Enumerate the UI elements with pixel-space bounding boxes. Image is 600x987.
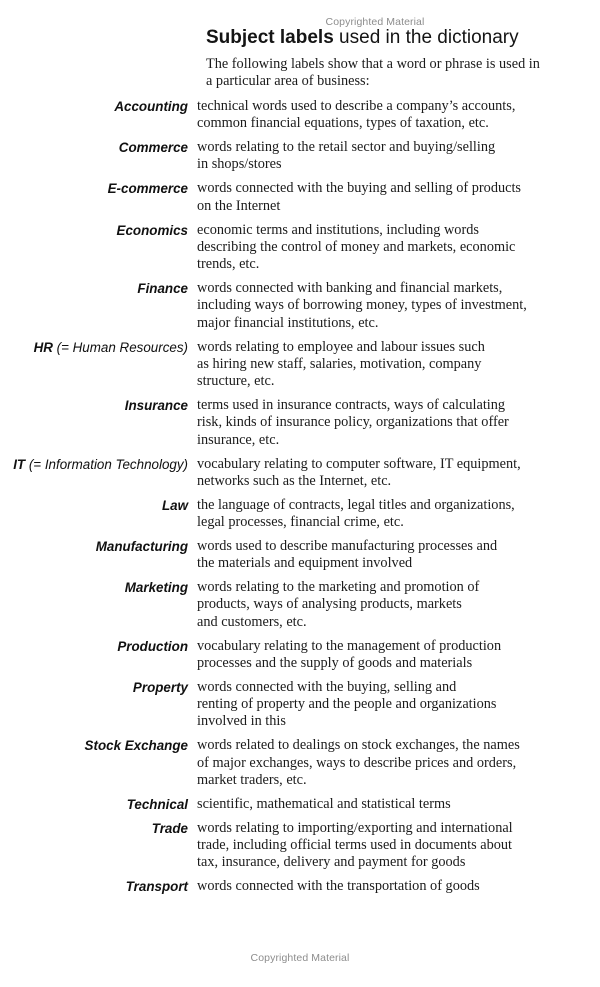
subject-label-description-line: legal processes, financial crime, etc.	[197, 513, 404, 530]
subject-label-term	[0, 638, 197, 655]
subject-label-description	[197, 538, 600, 573]
subject-label-description-line: in shops/stores	[197, 156, 282, 173]
subject-label-entry	[0, 139, 600, 174]
subject-label-description-line: terms used in insurance contracts, ways of calculating	[197, 397, 506, 414]
subject-label-description-line: words connected with the buying and selling of products	[197, 180, 521, 197]
subject-label-entry	[0, 737, 600, 789]
intro-paragraph	[206, 56, 554, 91]
watermark-top: Copyrighted Material	[325, 16, 425, 28]
subject-label-entry	[0, 796, 600, 813]
subject-label-entry	[0, 820, 600, 872]
subject-label-description	[197, 638, 600, 673]
subject-label-description-line: common financial equations, types of taxation, etc.	[197, 115, 489, 132]
intro-line: a particular area of business:	[206, 73, 370, 90]
subject-label-description-line: and customers, etc.	[197, 613, 307, 630]
subject-label-description-line: words relating to the marketing and promotion of	[197, 579, 480, 596]
subject-label-description-line: words relating to the retail sector and buying/selling	[197, 139, 496, 156]
subject-label-term-text: Insurance	[124, 398, 188, 414]
intro-line: The following labels show that a word or phrase is used in	[206, 56, 540, 72]
subject-label-description	[197, 796, 600, 813]
subject-label-term-text: Finance	[137, 281, 188, 297]
subject-label-description	[197, 139, 600, 174]
subject-label-term	[0, 579, 197, 596]
subject-label-entry	[0, 638, 600, 673]
subject-label-description-line: renting of property and the people and organizations	[197, 696, 497, 713]
subject-label-term	[0, 98, 197, 115]
subject-label-description	[197, 679, 600, 731]
subject-label-expansion: (= Information Technology)	[25, 456, 188, 472]
subject-label-description-line: words connected with the transportation of goods	[197, 878, 480, 895]
subject-label-term-text: Commerce	[118, 140, 188, 156]
subject-label-term-text: Law	[161, 497, 188, 513]
subject-label-term	[0, 538, 197, 555]
subject-label-description-line: scientific, mathematical and statistical terms	[197, 795, 451, 812]
subject-label-description	[197, 339, 600, 391]
subject-label-description-line: economic terms and institutions, including words	[197, 221, 479, 238]
subject-label-description-line: words used to describe manufacturing processes and	[197, 537, 498, 554]
subject-label-description	[197, 222, 600, 274]
subject-label-term	[0, 222, 197, 239]
subject-label-description-line: words related to dealings on stock exchanges, the names	[197, 737, 520, 754]
subject-label-term-text: Accounting	[114, 99, 188, 114]
subject-label-description	[197, 98, 600, 133]
subject-label-entry	[0, 280, 600, 332]
subject-label-description	[197, 737, 600, 789]
subject-label-description-line: the language of contracts, legal titles and organizations,	[197, 496, 515, 513]
subject-label-description-line: words connected with banking and financial markets,	[197, 280, 503, 297]
subject-label-description-line: tax, insurance, delivery and payment for goods	[197, 854, 466, 871]
watermark-bottom: Copyrighted Material	[250, 952, 350, 964]
subject-label-description-line: words relating to importing/exporting and international	[197, 819, 513, 836]
subject-label-description	[197, 456, 600, 491]
subject-label-term-text: HR	[33, 339, 53, 355]
subject-label-term	[0, 737, 197, 754]
subject-label-term-text: Transport	[125, 879, 188, 895]
subject-label-entry	[0, 497, 600, 532]
subject-label-description	[197, 497, 600, 532]
subject-label-description-line: trends, etc.	[197, 256, 260, 273]
page-title-rest: used in the dictionary	[333, 27, 519, 48]
subject-label-description-line: on the Internet	[197, 197, 281, 214]
page-title	[206, 27, 519, 49]
subject-label-description	[197, 280, 600, 332]
subject-label-term	[0, 180, 197, 197]
subject-label-description-line: structure, etc.	[197, 373, 275, 390]
subject-label-description	[197, 397, 600, 449]
subject-label-term	[0, 679, 197, 696]
subject-label-description-line: the materials and equipment involved	[197, 555, 413, 572]
subject-label-term-text: Manufacturing	[95, 538, 188, 554]
page-title-strong: Subject labels	[206, 27, 334, 48]
subject-label-entry	[0, 679, 600, 731]
subject-label-description-line: of major exchanges, ways to describe prices and orders,	[197, 754, 517, 771]
subject-label-description-line: products, ways of analysing products, markets	[197, 596, 462, 613]
subject-label-description-line: major financial institutions, etc.	[197, 314, 379, 331]
subject-label-term-text: Production	[117, 638, 188, 654]
subject-label-description-line: involved in this	[197, 713, 286, 730]
subject-label-entry	[0, 538, 600, 573]
subject-label-entry	[0, 397, 600, 449]
subject-label-term	[0, 456, 197, 473]
subject-label-term-text: Marketing	[124, 580, 188, 596]
subject-label-entry	[0, 579, 600, 631]
subject-label-description-line: as hiring new staff, salaries, motivation, company	[197, 355, 482, 372]
subject-label-term-text: Stock Exchange	[84, 738, 188, 754]
subject-label-term-text: Technical	[126, 796, 188, 812]
subject-label-description-line: processes and the supply of goods and materials	[197, 654, 473, 671]
subject-label-entry	[0, 456, 600, 491]
subject-label-description-line: risk, kinds of insurance policy, organizations that offer	[197, 414, 509, 431]
subject-label-entry	[0, 180, 600, 215]
subject-label-term-text: Property	[132, 679, 188, 695]
subject-label-term-text: E-commerce	[107, 181, 188, 197]
subject-label-entry	[0, 878, 600, 895]
subject-label-entry	[0, 98, 600, 133]
subject-label-description-line: vocabulary relating to computer software, IT equipment,	[197, 455, 521, 472]
subject-label-term-text: Trade	[151, 820, 188, 836]
subject-label-description-line: trade, including official terms used in documents about	[197, 836, 512, 853]
subject-label-description-line: words relating to employee and labour issues such	[197, 338, 485, 355]
subject-label-description-line: describing the control of money and markets, economic	[197, 238, 516, 255]
subject-label-term	[0, 796, 197, 813]
subject-label-term-text: IT	[13, 456, 26, 472]
subject-label-term	[0, 397, 197, 414]
subject-label-entry	[0, 339, 600, 391]
subject-label-description-line: market traders, etc.	[197, 771, 307, 788]
subject-label-term	[0, 139, 197, 156]
subject-label-description	[197, 878, 600, 895]
subject-label-description	[197, 579, 600, 631]
subject-label-term	[0, 820, 197, 837]
subject-label-term	[0, 280, 197, 297]
subject-label-term	[0, 878, 197, 895]
subject-label-term	[0, 497, 197, 514]
subject-label-description-line: technical words used to describe a company’s accounts,	[197, 98, 516, 114]
subject-label-description-line: including ways of borrowing money, types of investment,	[197, 297, 527, 314]
subject-label-term-text: Economics	[116, 222, 188, 238]
subject-label-description	[197, 820, 600, 872]
subject-label-description-line: networks such as the Internet, etc.	[197, 472, 392, 489]
subject-label-list	[0, 98, 600, 902]
subject-label-expansion: (= Human Resources)	[52, 339, 188, 355]
subject-label-description-line: vocabulary relating to the management of production	[197, 637, 502, 654]
subject-label-entry	[0, 222, 600, 274]
subject-label-description-line: words connected with the buying, selling and	[197, 678, 457, 695]
subject-label-description-line: insurance, etc.	[197, 431, 280, 448]
subject-label-description	[197, 180, 600, 215]
subject-label-term	[0, 339, 197, 356]
